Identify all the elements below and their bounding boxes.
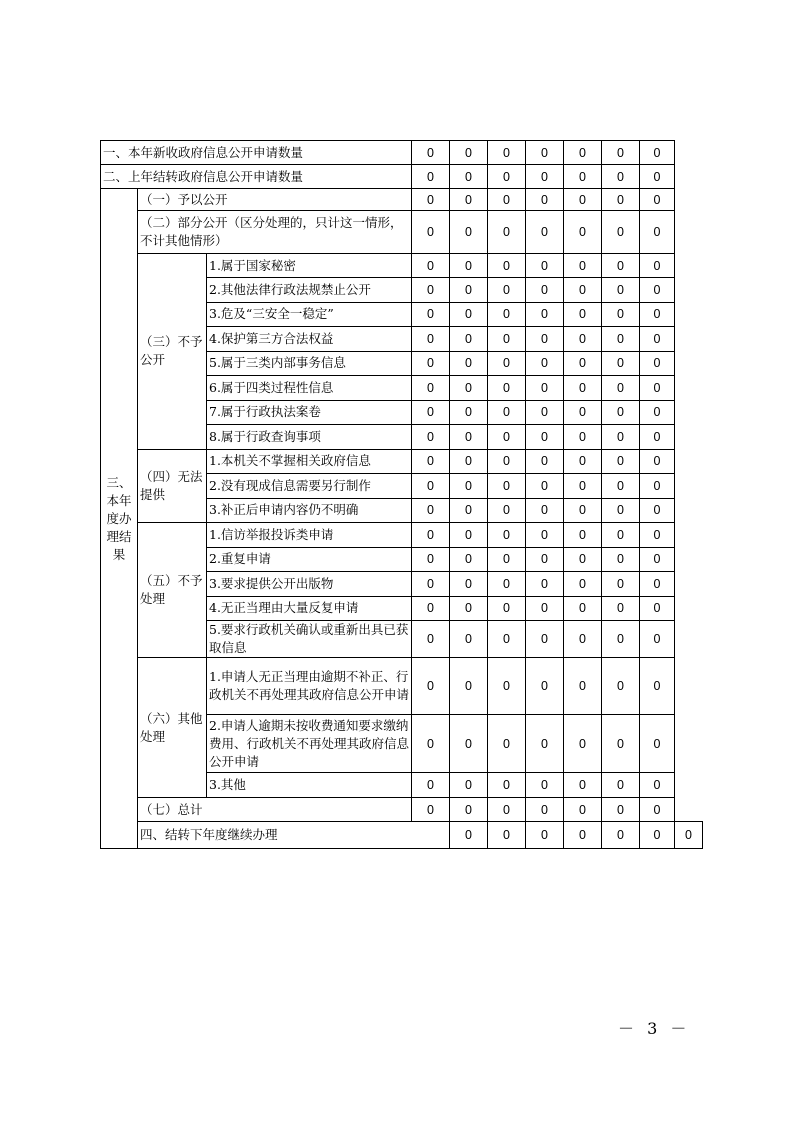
- value-cell: 0: [602, 596, 640, 621]
- value-cell: 0: [450, 449, 488, 474]
- value-cell: 0: [640, 302, 675, 327]
- value-cell: 0: [412, 278, 450, 303]
- value-cell: 0: [602, 773, 640, 798]
- value-cell: 0: [564, 211, 602, 254]
- value-cell: 0: [526, 798, 564, 822]
- value-cell: 0: [564, 523, 602, 548]
- value-cell: 0: [564, 302, 602, 327]
- value-cell: 0: [488, 351, 526, 376]
- value-cell: 0: [640, 798, 675, 822]
- value-cell: 0: [602, 254, 640, 278]
- value-cell: 0: [526, 547, 564, 572]
- value-cell: 0: [602, 798, 640, 822]
- table-row: [101, 449, 703, 474]
- value-cell: 0: [488, 621, 526, 658]
- value-cell: 0: [526, 621, 564, 658]
- value-cell: 0: [450, 822, 488, 849]
- value-cell: 0: [450, 165, 488, 189]
- value-cell: 0: [450, 376, 488, 401]
- group-label: （三）不予公开: [138, 254, 207, 450]
- table-row: [101, 798, 703, 822]
- value-cell: 0: [640, 596, 675, 621]
- value-cell: 0: [412, 327, 450, 352]
- value-cell: 0: [602, 658, 640, 715]
- value-cell: 0: [526, 658, 564, 715]
- value-cell: 0: [450, 400, 488, 425]
- value-cell: 0: [526, 449, 564, 474]
- value-cell: 0: [526, 327, 564, 352]
- item-label: 1.信访举报投诉类申请: [207, 523, 412, 548]
- value-cell: 0: [412, 376, 450, 401]
- value-cell: 0: [488, 425, 526, 450]
- item-label: 1.本机关不掌握相关政府信息: [207, 449, 412, 474]
- value-cell: 0: [412, 302, 450, 327]
- value-cell: 0: [602, 141, 640, 165]
- row-label: 二、上年结转政府信息公开申请数量: [101, 165, 412, 189]
- value-cell: 0: [412, 141, 450, 165]
- item-label: 1.申请人无正当理由逾期不补正、行政机关不再处理其政府信息公开申请: [207, 658, 412, 715]
- value-cell: 0: [640, 327, 675, 352]
- value-cell: 0: [488, 658, 526, 715]
- value-cell: 0: [450, 773, 488, 798]
- value-cell: 0: [488, 189, 526, 211]
- value-cell: 0: [526, 351, 564, 376]
- value-cell: 0: [602, 351, 640, 376]
- value-cell: 0: [602, 165, 640, 189]
- group-label: （七）总计: [138, 798, 412, 822]
- value-cell: 0: [564, 165, 602, 189]
- value-cell: 0: [412, 400, 450, 425]
- item-label: 5.属于三类内部事务信息: [207, 351, 412, 376]
- value-cell: 0: [564, 449, 602, 474]
- value-cell: 0: [640, 425, 675, 450]
- value-cell: 0: [602, 400, 640, 425]
- value-cell: 0: [450, 715, 488, 773]
- value-cell: 0: [602, 474, 640, 499]
- value-cell: 0: [526, 141, 564, 165]
- value-cell: 0: [412, 211, 450, 254]
- value-cell: 0: [564, 278, 602, 303]
- value-cell: 0: [412, 474, 450, 499]
- value-cell: 0: [412, 425, 450, 450]
- value-cell: 0: [526, 715, 564, 773]
- value-cell: 0: [526, 523, 564, 548]
- value-cell: 0: [450, 798, 488, 822]
- row-label: 四、结转下年度继续办理: [138, 822, 450, 849]
- value-cell: 0: [488, 254, 526, 278]
- table-body: [101, 141, 703, 849]
- value-cell: 0: [526, 189, 564, 211]
- value-cell: 0: [450, 523, 488, 548]
- value-cell: 0: [412, 773, 450, 798]
- value-cell: 0: [488, 278, 526, 303]
- value-cell: 0: [488, 523, 526, 548]
- value-cell: 0: [602, 189, 640, 211]
- value-cell: 0: [488, 449, 526, 474]
- value-cell: 0: [602, 822, 640, 849]
- value-cell: 0: [640, 523, 675, 548]
- value-cell: 0: [488, 798, 526, 822]
- value-cell: 0: [640, 211, 675, 254]
- value-cell: 0: [564, 822, 602, 849]
- value-cell: 0: [564, 596, 602, 621]
- value-cell: 0: [488, 773, 526, 798]
- value-cell: 0: [564, 715, 602, 773]
- value-cell: 0: [640, 621, 675, 658]
- value-cell: 0: [640, 822, 675, 849]
- item-label: 6.属于四类过程性信息: [207, 376, 412, 401]
- value-cell: 0: [488, 596, 526, 621]
- value-cell: 0: [450, 425, 488, 450]
- item-label: 4.无正当理由大量反复申请: [207, 596, 412, 621]
- table-row: [101, 211, 703, 254]
- value-cell: 0: [564, 376, 602, 401]
- value-cell: 0: [640, 773, 675, 798]
- row-label: 一、本年新收政府信息公开申请数量: [101, 141, 412, 165]
- value-cell: 0: [412, 572, 450, 597]
- value-cell: 0: [450, 254, 488, 278]
- item-label: 3.要求提供公开出版物: [207, 572, 412, 597]
- value-cell: 0: [526, 376, 564, 401]
- value-cell: 0: [602, 425, 640, 450]
- value-cell: 0: [640, 351, 675, 376]
- value-cell: 0: [564, 474, 602, 499]
- value-cell: 0: [412, 547, 450, 572]
- value-cell: 0: [412, 254, 450, 278]
- value-cell: 0: [564, 425, 602, 450]
- value-cell: 0: [450, 658, 488, 715]
- value-cell: 0: [526, 400, 564, 425]
- group-label: （六）其他处理: [138, 658, 207, 798]
- value-cell: 0: [640, 278, 675, 303]
- value-cell: 0: [602, 715, 640, 773]
- value-cell: 0: [450, 351, 488, 376]
- value-cell: 0: [602, 572, 640, 597]
- value-cell: 0: [488, 715, 526, 773]
- value-cell: 0: [488, 211, 526, 254]
- value-cell: 0: [526, 278, 564, 303]
- value-cell: 0: [564, 254, 602, 278]
- value-cell: 0: [412, 715, 450, 773]
- item-label: 2.重复申请: [207, 547, 412, 572]
- value-cell: 0: [488, 400, 526, 425]
- value-cell: 0: [640, 547, 675, 572]
- value-cell: 0: [488, 141, 526, 165]
- value-cell: 0: [450, 189, 488, 211]
- value-cell: 0: [412, 523, 450, 548]
- item-label: 3.危及“三安全一稳定”: [207, 302, 412, 327]
- item-label: 3.补正后申请内容仍不明确: [207, 498, 412, 523]
- group-label: （四）无法提供: [138, 449, 207, 523]
- value-cell: 0: [602, 376, 640, 401]
- group-label: （五）不予处理: [138, 523, 207, 658]
- value-cell: 0: [640, 449, 675, 474]
- value-cell: 0: [450, 547, 488, 572]
- value-cell: 0: [526, 572, 564, 597]
- disclosure-table: [100, 140, 703, 849]
- value-cell: 0: [412, 498, 450, 523]
- value-cell: 0: [640, 400, 675, 425]
- value-cell: 0: [602, 547, 640, 572]
- value-cell: 0: [450, 596, 488, 621]
- group-label: （一）予以公开: [138, 189, 412, 211]
- value-cell: 0: [602, 327, 640, 352]
- item-label: 3.其他: [207, 773, 412, 798]
- value-cell: 0: [602, 449, 640, 474]
- value-cell: 0: [564, 572, 602, 597]
- item-label: 4.保护第三方合法权益: [207, 327, 412, 352]
- value-cell: 0: [412, 596, 450, 621]
- table-row: [101, 523, 703, 548]
- value-cell: 0: [602, 621, 640, 658]
- value-cell: 0: [412, 449, 450, 474]
- page-number: － 3 －: [618, 1019, 691, 1038]
- value-cell: 0: [488, 165, 526, 189]
- item-label: 1.属于国家秘密: [207, 254, 412, 278]
- value-cell: 0: [564, 621, 602, 658]
- value-cell: 0: [602, 498, 640, 523]
- value-cell: 0: [640, 189, 675, 211]
- table-row: [101, 254, 703, 278]
- value-cell: 0: [488, 547, 526, 572]
- value-cell: 0: [450, 278, 488, 303]
- value-cell: 0: [412, 798, 450, 822]
- value-cell: 0: [412, 658, 450, 715]
- value-cell: 0: [488, 376, 526, 401]
- table-row: [101, 189, 703, 211]
- value-cell: 0: [526, 254, 564, 278]
- value-cell: 0: [564, 189, 602, 211]
- section-label: 三、本年度办理结果: [101, 189, 138, 849]
- value-cell: 0: [488, 822, 526, 849]
- value-cell: 0: [450, 141, 488, 165]
- group-label: （二）部分公开（区分处理的，只计这一情形，不计其他情形）: [138, 211, 412, 254]
- item-label: 2.申请人逾期未按收费通知要求缴纳费用、行政机关不再处理其政府信息公开申请: [207, 715, 412, 773]
- value-cell: 0: [526, 165, 564, 189]
- value-cell: 0: [450, 498, 488, 523]
- value-cell: 0: [526, 302, 564, 327]
- value-cell: 0: [602, 302, 640, 327]
- value-cell: 0: [526, 498, 564, 523]
- item-label: 2.没有现成信息需要另行制作: [207, 474, 412, 499]
- value-cell: 0: [640, 254, 675, 278]
- value-cell: 0: [526, 211, 564, 254]
- value-cell: 0: [564, 327, 602, 352]
- value-cell: 0: [640, 572, 675, 597]
- value-cell: 0: [602, 523, 640, 548]
- value-cell: 0: [564, 400, 602, 425]
- value-cell: 0: [450, 474, 488, 499]
- value-cell: 0: [450, 327, 488, 352]
- value-cell: 0: [526, 425, 564, 450]
- value-cell: 0: [450, 211, 488, 254]
- value-cell: 0: [675, 822, 703, 849]
- item-label: 8.属于行政查询事项: [207, 425, 412, 450]
- value-cell: 0: [564, 773, 602, 798]
- value-cell: 0: [450, 302, 488, 327]
- value-cell: 0: [602, 211, 640, 254]
- value-cell: 0: [412, 189, 450, 211]
- value-cell: 0: [640, 715, 675, 773]
- value-cell: 0: [640, 141, 675, 165]
- item-label: 2.其他法律行政法规禁止公开: [207, 278, 412, 303]
- value-cell: 0: [412, 165, 450, 189]
- item-label: 5.要求行政机关确认或重新出具已获取信息: [207, 621, 412, 658]
- value-cell: 0: [526, 822, 564, 849]
- table-row: [101, 658, 703, 715]
- table-row: [101, 822, 703, 849]
- value-cell: 0: [640, 498, 675, 523]
- value-cell: 0: [488, 498, 526, 523]
- value-cell: 0: [488, 327, 526, 352]
- value-cell: 0: [602, 278, 640, 303]
- value-cell: 0: [640, 376, 675, 401]
- value-cell: 0: [450, 621, 488, 658]
- value-cell: 0: [412, 351, 450, 376]
- value-cell: 0: [412, 621, 450, 658]
- value-cell: 0: [526, 773, 564, 798]
- value-cell: 0: [640, 474, 675, 499]
- value-cell: 0: [526, 596, 564, 621]
- value-cell: 0: [564, 498, 602, 523]
- value-cell: 0: [450, 572, 488, 597]
- value-cell: 0: [564, 658, 602, 715]
- value-cell: 0: [564, 547, 602, 572]
- value-cell: 0: [488, 302, 526, 327]
- table-row: [101, 165, 703, 189]
- item-label: 7.属于行政执法案卷: [207, 400, 412, 425]
- value-cell: 0: [640, 165, 675, 189]
- value-cell: 0: [564, 798, 602, 822]
- value-cell: 0: [526, 474, 564, 499]
- value-cell: 0: [488, 572, 526, 597]
- table-row: [101, 141, 703, 165]
- value-cell: 0: [564, 351, 602, 376]
- value-cell: 0: [564, 141, 602, 165]
- value-cell: 0: [640, 658, 675, 715]
- value-cell: 0: [488, 474, 526, 499]
